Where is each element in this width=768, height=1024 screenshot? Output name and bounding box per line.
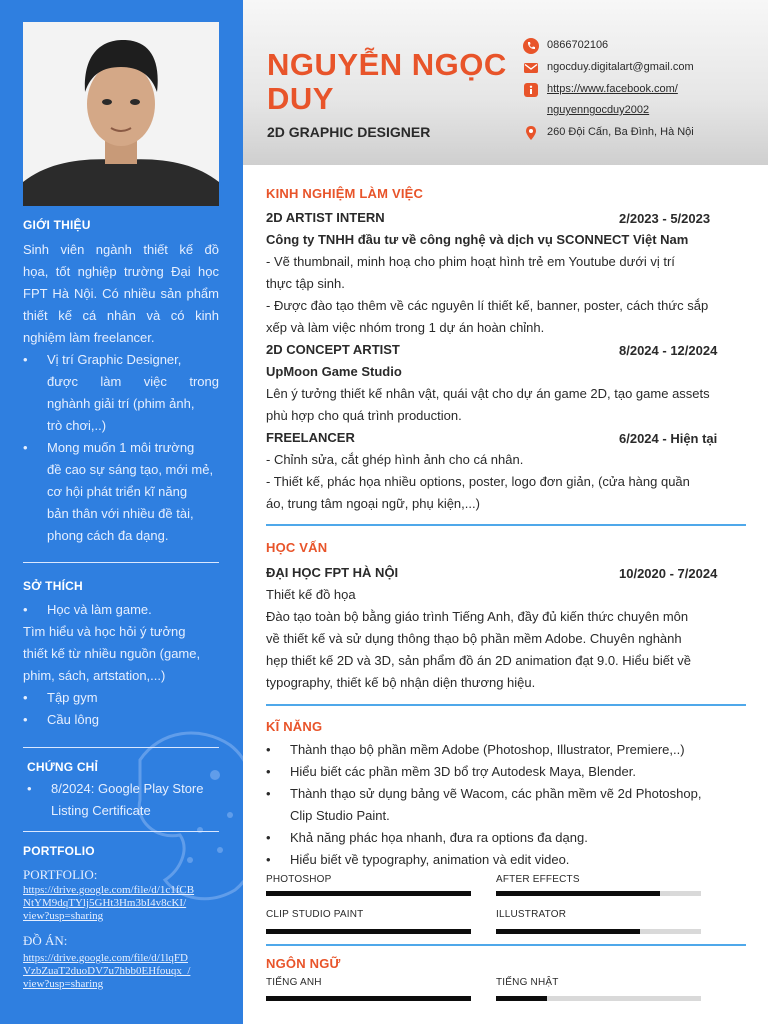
- skill-bar-track: [496, 891, 701, 896]
- candidate-name: NGUYỄN NGỌC DUY: [267, 47, 507, 116]
- languages-title: NGÔN NGỮ: [266, 956, 341, 971]
- skill-bar-fill: [266, 929, 471, 934]
- bullet-dot-icon: •: [266, 742, 271, 757]
- job-description: - Vẽ thumbnail, minh hoạ cho phim hoạt hình trẻ em Youtube dưới vị trí thực tập sinh. - Được đào tạo thêm về các nguyên lí thiết kế, banner, poster, cách thức sắp xếp và làm việc nhóm trong 1 dự án hoàn chỉnh.: [266, 254, 709, 335]
- bullet-dot-icon: •: [23, 352, 28, 367]
- skill-bar-fill: [266, 891, 471, 896]
- skills-title: KĨ NĂNG: [266, 719, 323, 734]
- skill-bar-track: [496, 929, 701, 934]
- education-title: HỌC VẤN: [266, 540, 328, 555]
- experience-title: KINH NGHIỆM LÀM VIỆC: [266, 186, 424, 201]
- bullet-dot-icon: •: [23, 690, 28, 705]
- project-link[interactable]: https://drive.google.com/file/d/1lqFD VzbZuaT2duoDV7u7hbb0EHfouqx_/ view?usp=sharing: [23, 952, 191, 990]
- bullet-dot-icon: •: [266, 764, 271, 779]
- about-title: GIỚI THIỆU: [23, 218, 91, 232]
- skill-bar-track: [266, 891, 471, 896]
- about-paragraph: Sinh viên ngành thiết kế đồ họa, tốt nghiệp trường Đại học FPT Hà Nội. Có nhiều sản phẩm thiết kế cá nhân và có kinh nghiệm làm freelancer.: [23, 242, 219, 345]
- language-bar-fill: [266, 996, 471, 1001]
- phone-icon: [523, 38, 539, 54]
- job-description: - Chỉnh sửa, cắt ghép hình ảnh cho cá nhân. - Thiết kế, phác họa nhiều options, poster, logo đơn giản, (cửa hàng quần áo, trung tâm ngoại ngữ, phụ kiện,...): [266, 452, 690, 511]
- divider: [23, 562, 219, 563]
- language-bar-track: [266, 996, 471, 1001]
- job-company: UpMoon Game Studio: [266, 364, 402, 379]
- email-address[interactable]: ngocduy.digitalart@gmail.com: [547, 61, 694, 73]
- job-date: 8/2024 - 12/2024: [619, 343, 718, 358]
- skill-bar-label: PHOTOSHOP: [266, 874, 332, 885]
- job-date: 2/2023 - 5/2023: [619, 211, 711, 226]
- location-pin-icon: [523, 125, 539, 141]
- skill-bar-label: AFTER EFFECTS: [496, 874, 580, 885]
- portfolio-label: PORTFOLIO:: [23, 867, 98, 882]
- language-bar-track: [496, 996, 701, 1001]
- address: 260 Đội Cấn, Ba Đình, Hà Nội: [547, 126, 694, 138]
- education-description: Đào tạo toàn bộ bằng giáo trình Tiếng Anh, đầy đủ kiến thức chuyên môn về thiết kế và sử dụng thông thạo bộ phần mềm Adobe. Chuyên nghành hẹp thiết kế 2D và 3D, sản phẩm đồ án 2D animation đạt 9.0. Hiểu biết về typography, thiết kế bộ nhận diện thương hiệu.: [266, 609, 691, 690]
- email-icon: [523, 60, 539, 76]
- language-bar-fill: [496, 996, 547, 1001]
- school-name: ĐẠI HỌC FPT HÀ NỘI: [266, 565, 399, 580]
- info-icon: [523, 82, 539, 98]
- certificates-title: CHỨNG CHỈ: [27, 760, 99, 774]
- bullet-dot-icon: •: [266, 830, 271, 845]
- bullet-dot-icon: •: [23, 440, 28, 455]
- job-description: Lên ý tưởng thiết kế nhân vật, quái vật cho dự án game 2D, tạo game assets phù hợp cho quá trình production.: [266, 386, 710, 423]
- hobby-description: Tìm hiểu và học hỏi ý tưởng thiết kế từ nhiều nguồn (game, phim, sách, artstation,...): [23, 624, 201, 683]
- bullet-dot-icon: •: [266, 852, 271, 867]
- section-divider: [266, 704, 746, 706]
- language-bar-label: TIẾNG ANH: [266, 977, 322, 988]
- project-label: ĐỒ ÁN:: [23, 933, 68, 948]
- job-role: FREELANCER: [266, 430, 355, 445]
- education-major: Thiết kế đồ họa: [266, 587, 356, 602]
- section-divider: [266, 944, 746, 946]
- hobbies-title: SỞ THÍCH: [23, 579, 83, 593]
- education-date: 10/2020 - 7/2024: [619, 566, 718, 581]
- section-divider: [266, 524, 746, 526]
- bullet-dot-icon: •: [23, 712, 28, 727]
- job-title: 2D GRAPHIC DESIGNER: [267, 124, 431, 140]
- skill-bar-fill: [496, 891, 660, 896]
- skill-bar-track: [266, 929, 471, 934]
- skill-bar-label: CLIP STUDIO PAINT: [266, 909, 364, 920]
- job-company: Công ty TNHH đầu tư về công nghệ và dịch vụ SCONNECT Việt Nam: [266, 232, 689, 247]
- bullet-dot-icon: •: [23, 602, 28, 617]
- phone-number[interactable]: 0866702106: [547, 39, 609, 51]
- bullet-dot-icon: •: [27, 781, 32, 796]
- sidebar: GIỚI THIỆU Sinh viên ngành thiết kế đồ họa, tốt nghiệp trường Đại học FPT Hà Nội. Có nhiều sản phẩm thiết kế cá nhân và có kinh nghiệm làm freelancer. • Vị trí Graphic Designer, được làm việc trong nghành giải trí (phim ảnh, trò chơi,..) • Mong muốn 1 môi trường đề cao sự sáng tạo, mới mẻ, cơ hội phát triển kĩ năng bản thân với nhiều đề tài, phong cách đa dạng. SỞ THÍCH • Học và làm game. Tìm hiểu và học hỏi ý tưởng thiết kế từ nhiều nguồn (game, phim, sách, artstation,...) • Tập gym • Cầu lông CHỨNG CHỈ • 8/2024: Google Play Store Listing Certificate PORTFOLIO PORTFOLIO: https://drive.google.com/file/d/1c1fCB NtYM9dqTYlj5GHt3Hm3bI4v8cKI/ view?usp=sharing ĐỒ ÁN: https://drive.google.com/file/d/1lqFD VzbZuaT2duoDV7u7hbb0EHfouqx_/ view?usp=sharing: [0, 0, 243, 1024]
- skill-bar-label: ILLUSTRATOR: [496, 909, 567, 920]
- language-bar-label: TIẾNG NHẬT: [496, 977, 559, 988]
- job-date: 6/2024 - Hiện tại: [619, 431, 718, 446]
- divider: [23, 831, 219, 832]
- skill-bar-fill: [496, 929, 640, 934]
- portfolio-link[interactable]: https://drive.google.com/file/d/1c1fCB NtYM9dqTYlj5GHt3Hm3bI4v8cKI/ view?usp=sharing: [23, 884, 195, 922]
- job-role: 2D ARTIST INTERN: [266, 210, 385, 225]
- divider: [23, 747, 219, 748]
- job-role: 2D CONCEPT ARTIST: [266, 342, 400, 357]
- avatar: [23, 22, 219, 206]
- facebook-link[interactable]: https://www.facebook.com/ nguyenngocduy2002: [547, 83, 678, 116]
- portfolio-title: PORTFOLIO: [23, 844, 95, 858]
- bullet-dot-icon: •: [266, 786, 271, 801]
